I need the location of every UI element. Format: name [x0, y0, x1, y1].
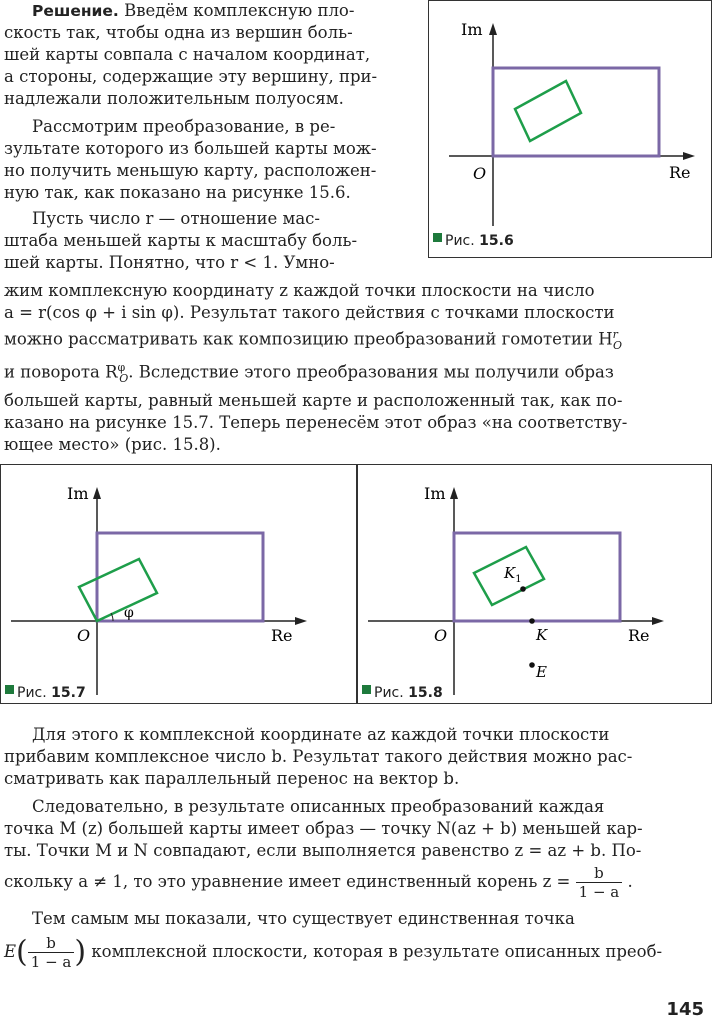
paragraph-ratio: Пусть число r — отношение мас- штаба меньшей карты к масштабу боль- шей карты. Понятно, что r < 1. Умно- [4, 209, 358, 272]
e-label: E [536, 663, 547, 681]
caption-square-icon [433, 233, 442, 242]
caption-15-6: Рис. 15.6 [433, 233, 514, 249]
origin-label: O [77, 626, 91, 645]
k1-label: $K_1$ [504, 564, 522, 585]
figure-15-6-diagram [429, 1, 711, 257]
paragraph-solution: Решение. Введём комплексную пло- скость так, чтобы одна из вершин боль- шей карты совпала с началом координат, а стороны, содержащие эту вершину, при- надлежали положительным полуосям. [4, 1, 378, 108]
point-k [529, 618, 535, 624]
caption-15-8: Рис. 15.8 [362, 685, 443, 701]
axis-re-label: Re [628, 626, 650, 645]
origin-label: O [434, 626, 448, 645]
root-fraction: $\frac{b}{1 - a}$ [576, 864, 623, 901]
caption-15-7: Рис. 15.7 [5, 685, 86, 701]
figure-15-8-diagram [358, 465, 712, 703]
caption-square-icon [5, 685, 14, 694]
axis-re-label: Re [271, 626, 293, 645]
paragraph-unique-point: Тем самым мы показали, что существует единственная точка E( $\frac{b}{1 - a}$ ) комплексной плоскости, которая в результате описанных преоб- [4, 909, 663, 971]
caption-square-icon [362, 685, 371, 694]
paragraph-conclusion: Следовательно, в результате описанных преобразований каждая точка M (z) большей карты имеет образ — точку N(az + b) меньшей кар- ты. Точки M и N совпадают, если выполняется равенство z = az + b. По- скольку a ≠ 1, то это уравнение имеет единственный корень z = $\frac{b}{1 - a}$ . [4, 797, 643, 901]
paragraph-ratio-cont: жим комплексную координату z каждой точки плоскости на число a = r(cos φ + i sin φ). Результат такого действия с точками плоскости можно рассматривать как композицию преобразований гомотетии $H^r_O$ и поворота $R^\varphi_O$. Вследствие этого преобразования мы получили образ большей карты, равный меньшей карте и расположенный так, как по- казано на рисунке 15.7. Теперь перенесём этот образ «на соответству- ющее место» (рис. 15.8). [4, 281, 628, 454]
figure-15-6 [428, 0, 712, 258]
axis-im-label: Im [67, 484, 89, 503]
origin-label: O [473, 164, 487, 183]
figure-15-7-15-8 [0, 464, 712, 704]
axis-re-label: Re [669, 163, 691, 182]
point-e [529, 662, 535, 668]
axis-im-label: Im [424, 484, 446, 503]
page-number: 145 [666, 999, 704, 1020]
figure-15-7-diagram [1, 465, 355, 703]
axis-im-label: Im [461, 20, 483, 39]
paragraph-translation: Для этого к комплексной координате az каждой точки плоскости прибавим комплексное число b. Результат такого действия можно рас- сматривать как параллельный перенос на вектор b. [4, 725, 633, 788]
phi-label: φ [124, 605, 134, 621]
solution-lead: Решение. [32, 2, 119, 20]
paragraph-transformation: Рассмотрим преобразование, в ре- зультате которого из большей карты мож- но получить меньшую карту, расположен- ную так, как показано на рисунке 15.6. [4, 117, 377, 202]
k-label: K [536, 626, 548, 644]
point-k1 [520, 586, 526, 592]
point-e-fraction: $\frac{b}{1 - a}$ [28, 934, 75, 971]
